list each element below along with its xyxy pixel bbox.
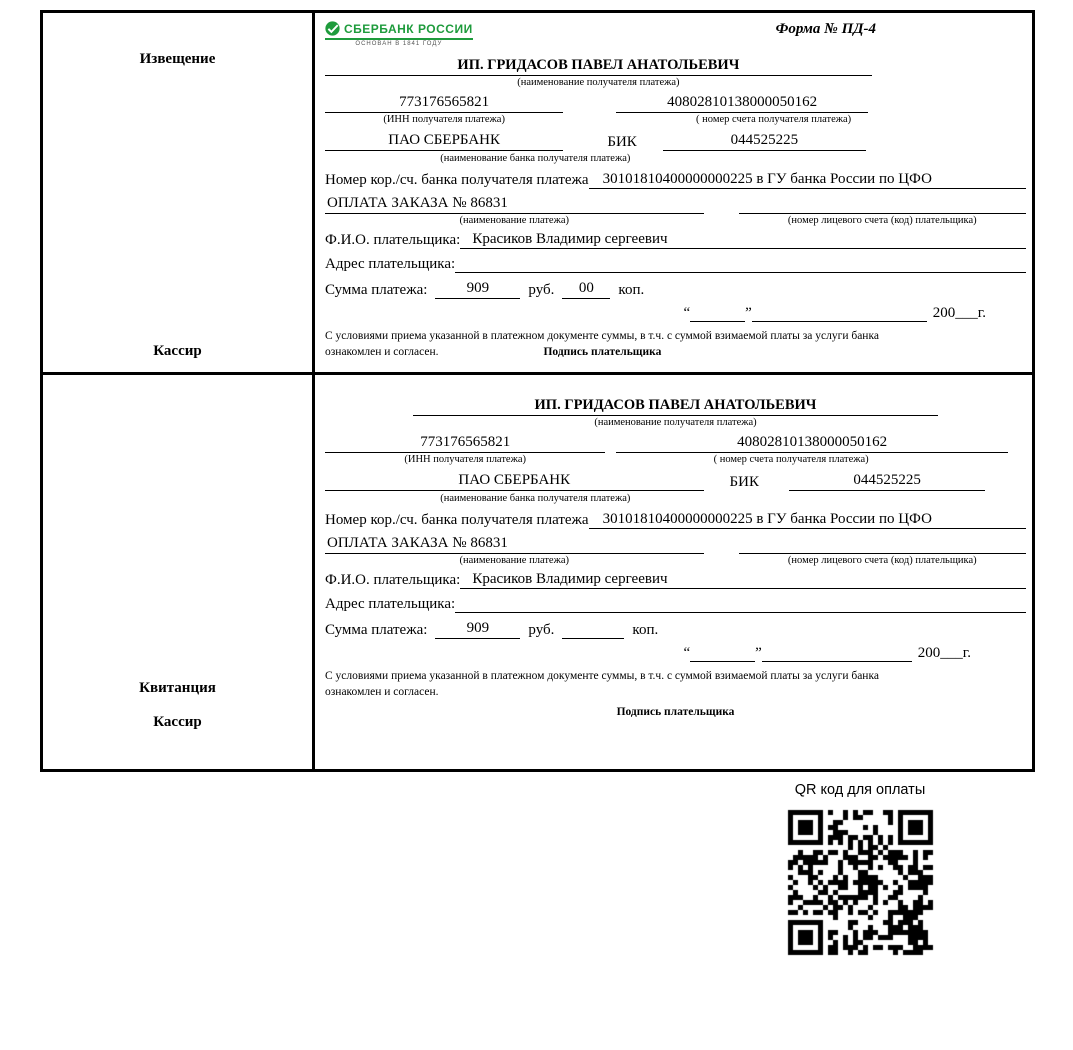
inn-account-captions [325, 114, 1026, 125]
sberbank-logo-icon [325, 21, 340, 36]
form-number: Форма № ПД-4 [775, 21, 876, 37]
receipt-section [43, 375, 1032, 769]
date-day-field [690, 647, 755, 662]
slip-header [325, 21, 1026, 57]
open-quote: “ [683, 305, 691, 321]
rub-label: руб. [528, 282, 555, 298]
payment-purpose: ОПЛАТА ЗАКАЗА № 86831 [325, 195, 704, 214]
sum-kop-value [562, 637, 624, 639]
notice-section [43, 13, 1032, 375]
receipt-label: Квитанция [139, 680, 216, 696]
payer-code-caption: (номер лицевого счета (код) плательщика) [787, 215, 977, 226]
terms-text [325, 329, 1026, 360]
corr-label: Номер кор./сч. банка получателя платежа [325, 512, 589, 528]
notice-left-cell [43, 13, 315, 372]
kop-label: коп. [618, 282, 645, 298]
sum-rub-value: 909 [435, 280, 520, 299]
payer-address-row [325, 596, 1026, 613]
rub-label: руб. [528, 622, 555, 638]
inn-value: 773176565821 [325, 94, 563, 113]
inn-caption: (ИНН получателя платежа) [383, 114, 505, 125]
terms-line2: ознакомлен и согласен. Подпись плательщика [325, 345, 662, 358]
qr-code [785, 807, 935, 957]
date-line [325, 645, 1026, 662]
corr-value: 30101810400000000225 в ГУ банка России по ЦФО [589, 171, 1026, 189]
receipt-slip [315, 375, 1032, 769]
recipient-name: ИП. ГРИДАСОВ ПАВЕЛ АНАТОЛЬЕВИЧ [325, 57, 872, 76]
qr-label: QR код для оплаты [794, 782, 926, 798]
bik-label: БИК [607, 134, 637, 150]
kop-label: коп. [632, 622, 659, 638]
terms-line1: С условиями приема указанной в платежном документе суммы, в т.ч. с суммой взимаемой платы за услуги банка [325, 670, 879, 682]
payer-address-field [455, 272, 1026, 273]
bank-row [325, 472, 1026, 491]
payer-code-caption: (номер лицевого счета (код) плательщика) [787, 555, 977, 566]
sum-rub-value: 909 [435, 620, 520, 639]
cashier-label: Кассир [153, 714, 202, 730]
notice-label: Извещение [139, 51, 216, 67]
terms-line1: С условиями приема указанной в платежном документе суммы, в т.ч. с суммой взимаемой платы за услуги банка [325, 330, 879, 342]
inn-account-row [325, 94, 1026, 113]
account-value: 40802810138000050162 [616, 94, 868, 113]
sberbank-logo-row [325, 21, 473, 40]
cashier-label: Кассир [153, 343, 202, 359]
payment-purpose-row [325, 535, 1026, 554]
account-caption: ( номер счета получателя платежа) [696, 114, 852, 125]
open-quote: “ [683, 645, 691, 661]
signature-label: Подпись плательщика [543, 345, 662, 358]
corr-account-row [325, 511, 1026, 529]
date-month-field [752, 307, 927, 322]
recipient-caption: (наименование получателя платежа) [594, 417, 757, 428]
payer-code-field [739, 213, 1026, 214]
qr-section [785, 782, 935, 957]
sum-row [325, 280, 1026, 299]
payer-name: Красиков Владимир сергеевич [460, 571, 1026, 589]
sum-row [325, 620, 1026, 639]
payer-label: Ф.И.О. плательщика: [325, 232, 461, 248]
bik-value: 044525225 [663, 132, 866, 151]
inn-caption: (ИНН получателя платежа) [404, 454, 526, 465]
year-label: 200___г. [932, 305, 986, 321]
bik-label: БИК [729, 474, 759, 490]
corr-account-row [325, 171, 1026, 189]
address-label: Адрес плательщика: [325, 596, 456, 612]
recipient-name: ИП. ГРИДАСОВ ПАВЕЛ АНАТОЛЬЕВИЧ [413, 397, 939, 416]
bank-caption: (наименование банка получателя платежа) [440, 153, 631, 164]
payer-name-row [325, 571, 1026, 589]
bank-name: ПАО СБЕРБАНК [325, 132, 563, 151]
payment-captions [325, 555, 1026, 566]
notice-slip [315, 13, 1032, 372]
bank-caption: (наименование банка получателя платежа) [440, 493, 631, 504]
corr-label: Номер кор./сч. банка получателя платежа [325, 172, 589, 188]
bank-logo-text: СБЕРБАНК РОССИИ [344, 21, 473, 36]
receipt-left-cell [43, 375, 315, 769]
sum-label: Сумма платежа: [325, 282, 428, 298]
account-caption: ( номер счета получателя платежа) [713, 454, 869, 465]
sum-label: Сумма платежа: [325, 622, 428, 638]
inn-account-captions [325, 454, 1026, 465]
signature-label: Подпись плательщика [616, 706, 735, 719]
payer-label: Ф.И.О. плательщика: [325, 572, 461, 588]
corr-value: 30101810400000000225 в ГУ банка России по ЦФО [589, 511, 1026, 529]
date-month-field [762, 647, 912, 662]
bank-logo-subtext: ОСНОВАН В 1841 ГОДУ [355, 41, 443, 47]
year-label: 200___г. [917, 645, 971, 661]
payer-code-field [739, 553, 1026, 554]
bik-value: 044525225 [789, 472, 985, 491]
payer-name-row [325, 231, 1026, 249]
inn-account-row [325, 434, 1026, 453]
payer-name: Красиков Владимир сергеевич [460, 231, 1026, 249]
date-day-field [690, 307, 745, 322]
payment-caption: (наименование платежа) [459, 555, 569, 566]
inn-value: 773176565821 [325, 434, 605, 453]
close-quote: ” [755, 645, 762, 661]
recipient-caption: (наименование получателя платежа) [517, 77, 680, 88]
terms-line2: ознакомлен и согласен. [325, 685, 439, 698]
bank-name: ПАО СБЕРБАНК [325, 472, 704, 491]
sberbank-logo [325, 21, 473, 47]
terms-text [325, 669, 1026, 700]
payment-purpose: ОПЛАТА ЗАКАЗА № 86831 [325, 535, 704, 554]
account-value: 40802810138000050162 [616, 434, 1009, 453]
payment-captions [325, 215, 1026, 226]
bank-row [325, 132, 1026, 151]
payment-caption: (наименование платежа) [459, 215, 569, 226]
close-quote: ” [745, 305, 752, 321]
sum-kop-value: 00 [562, 280, 610, 299]
payer-address-field [455, 612, 1026, 613]
date-line [325, 305, 1026, 322]
address-label: Адрес плательщика: [325, 256, 456, 272]
payment-purpose-row [325, 195, 1026, 214]
pd4-document [40, 10, 1035, 772]
payer-address-row [325, 256, 1026, 273]
